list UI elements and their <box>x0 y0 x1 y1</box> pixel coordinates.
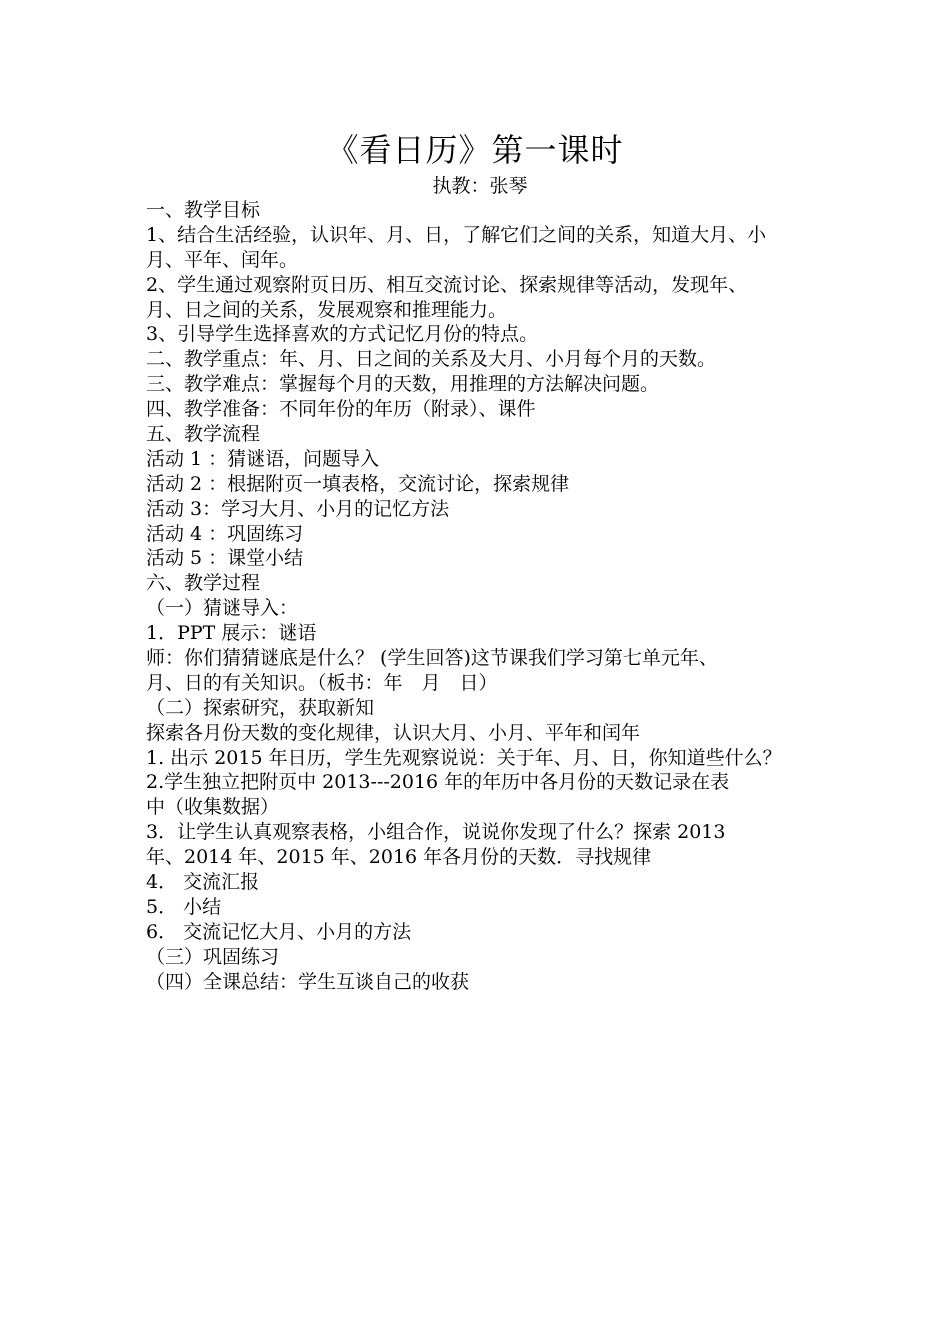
document-title: 《看日历》第一课时 <box>326 131 624 169</box>
text-line: 四、教学准备：不同年份的年历（附录）、课件 <box>146 398 536 421</box>
text-line: 3．让学生认真观察表格，小组合作，说说你发现了什么？探索 2013 <box>146 821 726 844</box>
text-line: 1、结合生活经验，认识年、月、日，了解它们之间的关系，知道大月、小 <box>146 223 767 246</box>
text-line: 一、教学目标 <box>146 199 261 221</box>
text-line: 5． 小结 <box>146 895 222 918</box>
text-line: 探索各月份天数的变化规律，认识大月、小月、平年和闰年 <box>146 721 641 744</box>
text-line: （四）全课总结：学生互谈自己的收获 <box>146 970 470 993</box>
text-line: 活动 1 ：猜谜语，问题导入 <box>146 447 380 470</box>
text-line: 六、教学过程 <box>146 572 261 595</box>
document-body <box>146 198 826 995</box>
text-line: 年、2014 年、2015 年、2016 年各月份的天数．寻找规律 <box>146 846 652 869</box>
text-line: 五、教学流程 <box>146 423 261 446</box>
text-line: 活动 5 ：课堂小结 <box>146 547 304 570</box>
text-line: 2、学生通过观察附页日历、相互交流讨论、探索规律等活动，发现年、 <box>146 273 748 296</box>
text-line: （三）巩固练习 <box>146 945 280 968</box>
text-line: 3、引导学生选择喜欢的方式记忆月份的特点。 <box>146 323 539 346</box>
text-line: 活动 3：学习大月、小月的记忆方法 <box>146 497 450 520</box>
text-line: 月、日之间的关系，发展观察和推理能力。 <box>146 298 508 321</box>
text-line: 6． 交流记忆大月、小月的方法 <box>146 920 412 943</box>
text-line: 三、教学难点：掌握每个月的天数，用推理的方法解决问题。 <box>146 373 660 396</box>
document-author: 执教：张琴 <box>432 175 528 197</box>
text-line: 4． 交流汇报 <box>146 871 260 894</box>
text-line: 师：你们猜猜谜底是什么？ (学生回答)这节课我们学习第七单元年、 <box>146 647 718 670</box>
text-line: 活动 4 ：巩固练习 <box>146 522 304 545</box>
text-line: 活动 2 ：根据附页一填表格，交流讨论，探索规律 <box>146 472 570 495</box>
text-line: 月、平年、闰年。 <box>146 248 299 271</box>
text-line: （一）猜谜导入： <box>146 597 299 620</box>
text-line: 二、教学重点：年、月、日之间的关系及大月、小月每个月的天数。 <box>146 348 717 371</box>
text-line: 2.学生独立把附页中 2013---2016 年的年历中各月份的天数记录在表 <box>146 771 730 794</box>
text-line: （二）探索研究，获取新知 <box>146 696 375 719</box>
text-line: 1．PPT 展示：谜语 <box>146 622 317 645</box>
text-line: 月、日的有关知识。（板书：年 月 日） <box>146 671 498 694</box>
text-line: 1. 出示 2015 年日历，学生先观察说说：关于年、月、日，你知道些什么？ <box>146 746 782 769</box>
text-line: 中（收集数据） <box>146 796 280 819</box>
